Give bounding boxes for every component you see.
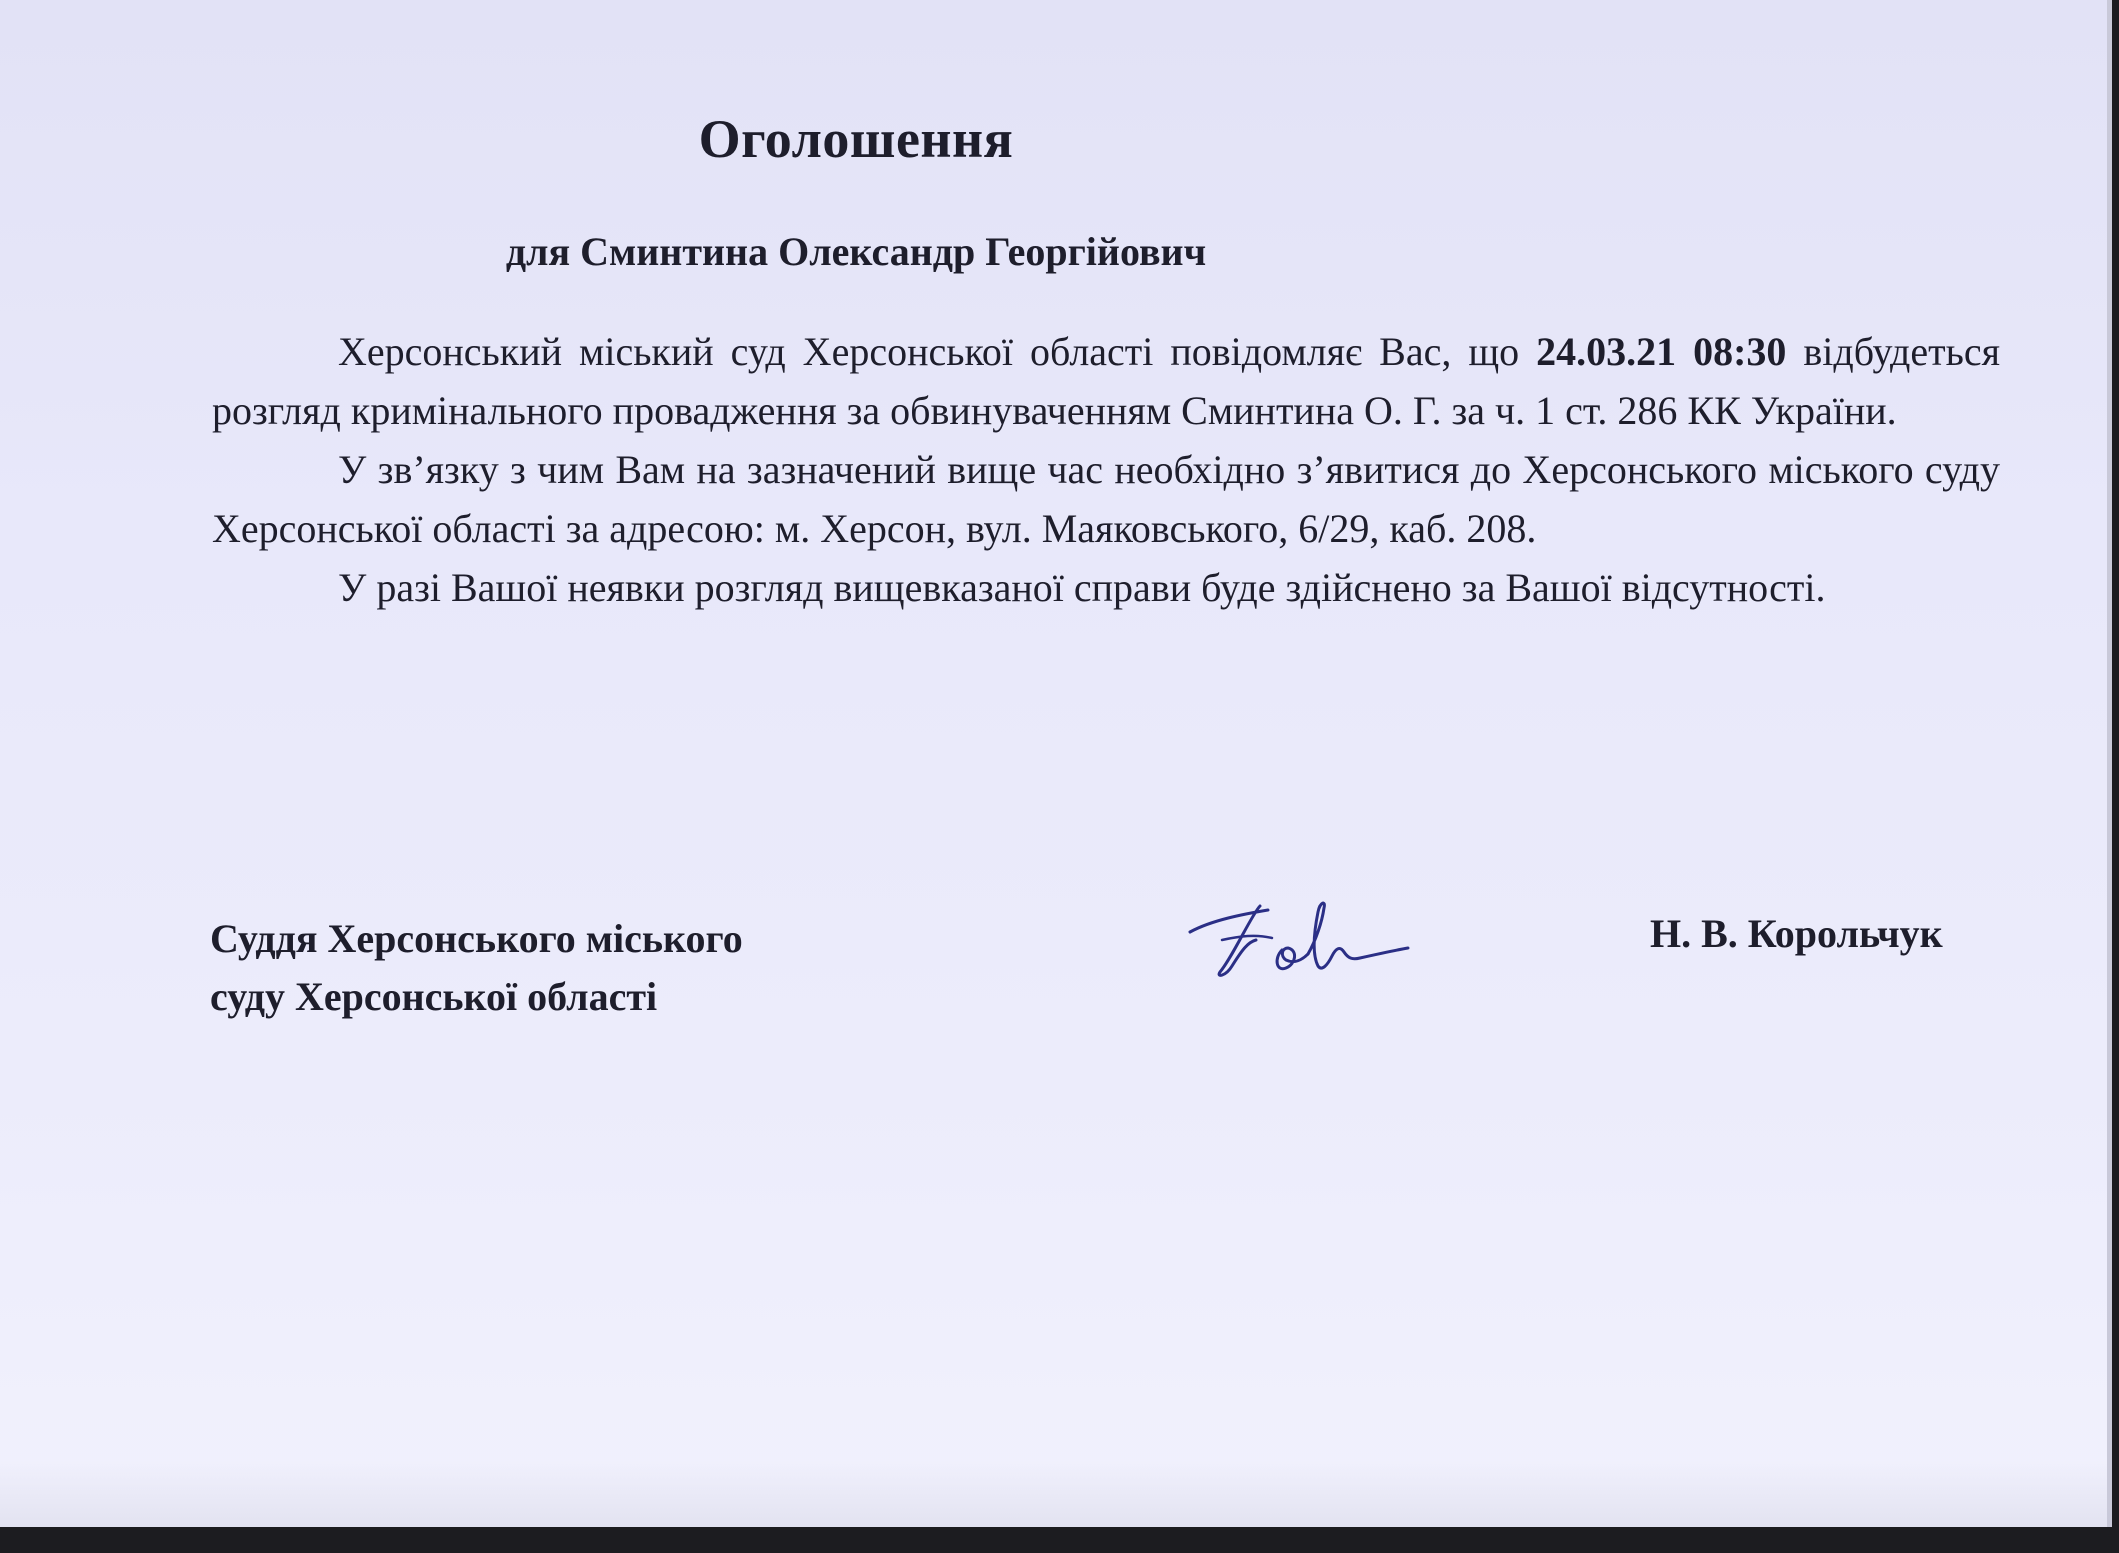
judge-position bbox=[210, 910, 743, 1026]
notice-body bbox=[212, 322, 2000, 617]
judge-position-line-2: суду Херсонської області bbox=[210, 974, 658, 1019]
notice-title: Оголошення bbox=[698, 109, 1014, 169]
notice-recipient: для Сминтина Олександр Георгійович bbox=[505, 229, 1207, 274]
judge-position-line-1: Суддя Херсонського міського bbox=[210, 916, 743, 961]
paragraph-hearing-rest: відбудеться розгляд кримінального провадження за обвинуваченням Сминтина О. Г. за ч. 1 ст. 286 КК України. bbox=[212, 329, 2001, 433]
paragraph-appearance-address: У зв’язку з чим Вам на зазначений вище час необхідно з’явитися до Херсонського міського суду Херсонської області за адресою: м. Херсон, вул. Маяковського, 6/29, каб. 208. bbox=[212, 447, 2000, 551]
paragraph-hearing-date bbox=[212, 322, 2000, 440]
handwritten-signature bbox=[1182, 880, 1412, 990]
hearing-datetime: 24.03.21 08:30 bbox=[1536, 329, 1787, 374]
signature-stroke-4 bbox=[1277, 948, 1308, 969]
judge-name: Н. В. Корольчук bbox=[1650, 911, 1943, 956]
paper-bottom-shade bbox=[0, 1460, 2112, 1527]
signature-stroke-5 bbox=[1308, 903, 1408, 968]
paragraph-absence-warning: У разі Вашої неявки розгляд вищевказаної справи буде здійснено за Вашої відсутності. bbox=[338, 565, 1826, 610]
signature-stroke-3 bbox=[1222, 936, 1272, 940]
paragraph-hearing-lead: Херсонський міський суд Херсонської області повідомляє Вас, що bbox=[338, 329, 1537, 374]
